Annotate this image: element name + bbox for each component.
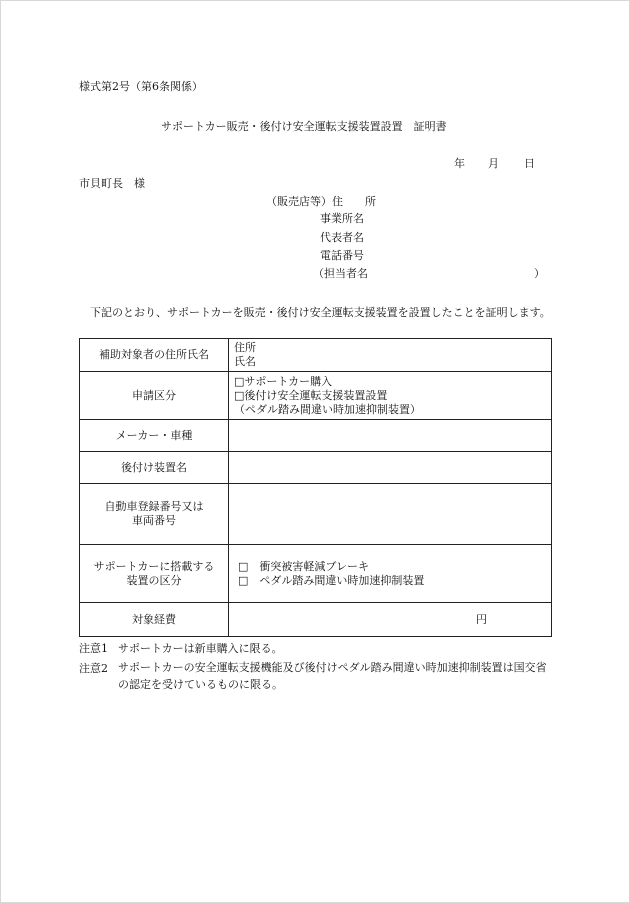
statement-text: 下記のとおり、サポートカーを販売・後付け安全運転支援装置を設置したことを証明します。 xyxy=(90,306,551,319)
date-month: 月 xyxy=(488,157,499,170)
row-label-line: 装置の区分 xyxy=(126,573,182,587)
retrofit-note: （ペダル踏み間違い時加速抑制装置） xyxy=(234,402,421,416)
note-1-text: サポートカーは新車購入に限る。 xyxy=(118,642,283,655)
seller-address-label: （販売店等）住 所 xyxy=(266,195,376,208)
row-label-line: サポートカーに搭載する xyxy=(93,559,215,573)
seller-representative-label: 代表者名 xyxy=(320,231,364,244)
row-label: 補助対象者の住所氏名 xyxy=(80,339,229,372)
table-row xyxy=(80,545,552,603)
seller-phone-label: 電話番号 xyxy=(320,249,364,262)
certificate-table xyxy=(79,338,552,637)
note-2-text: サポートカーの安全運転支援機能及び後付けペダル踏み間違い時加速抑制装置は国交省の認定を受けているものに限る。 xyxy=(118,661,547,691)
name-field-label: 氏名 xyxy=(234,355,256,368)
row-label: 対象経費 xyxy=(80,603,229,637)
note-2-label: 注意2 xyxy=(79,662,108,675)
row-label: メーカー・車種 xyxy=(80,420,229,452)
address-field-label: 住所 xyxy=(234,341,256,354)
checkbox-option-collision-brake[interactable]: □ 衝突被害軽減ブレーキ xyxy=(238,559,369,573)
document-title: サポートカー販売・後付け安全運転支援装置設置 証明書 xyxy=(161,120,447,133)
checkbox-option-support-car[interactable]: □サポートカー購入 xyxy=(234,374,333,388)
maker-model-field[interactable] xyxy=(229,420,552,452)
seller-office-label: 事業所名 xyxy=(320,212,364,225)
date-year: 年 xyxy=(454,157,465,170)
row-label-line: 車両番号 xyxy=(132,514,176,527)
row-value xyxy=(229,545,552,603)
addressee: 市貝町長 様 xyxy=(79,177,145,190)
row-label: 後付け装置名 xyxy=(80,452,229,484)
table-row xyxy=(80,372,552,420)
checkbox-option-retrofit[interactable]: □後付け安全運転支援装置設置 xyxy=(234,388,388,402)
table-row xyxy=(80,420,552,452)
row-label: 申請区分 xyxy=(80,372,229,420)
table-row xyxy=(80,603,552,637)
table-row xyxy=(80,452,552,484)
target-cost-field[interactable] xyxy=(229,603,552,637)
yen-unit: 円 xyxy=(476,612,487,626)
checkbox-option-pedal-control[interactable]: □ ペダル踏み間違い時加速抑制装置 xyxy=(238,573,425,587)
row-label xyxy=(80,545,229,603)
seller-contact-label: （担当者名 xyxy=(313,267,368,280)
row-label-line: 自動車登録番号又は xyxy=(104,500,204,513)
date-day: 日 xyxy=(524,157,535,170)
note-1-label: 注意1 xyxy=(79,642,108,655)
registration-number-field[interactable] xyxy=(229,484,552,545)
table-row xyxy=(80,484,552,545)
row-label xyxy=(80,484,229,545)
row-value xyxy=(229,339,552,372)
retrofit-device-field[interactable] xyxy=(229,452,552,484)
form-number: 様式第2号（第6条関係） xyxy=(79,80,203,93)
table-row xyxy=(80,339,552,372)
seller-contact-close: ） xyxy=(534,267,545,280)
row-value xyxy=(229,372,552,420)
